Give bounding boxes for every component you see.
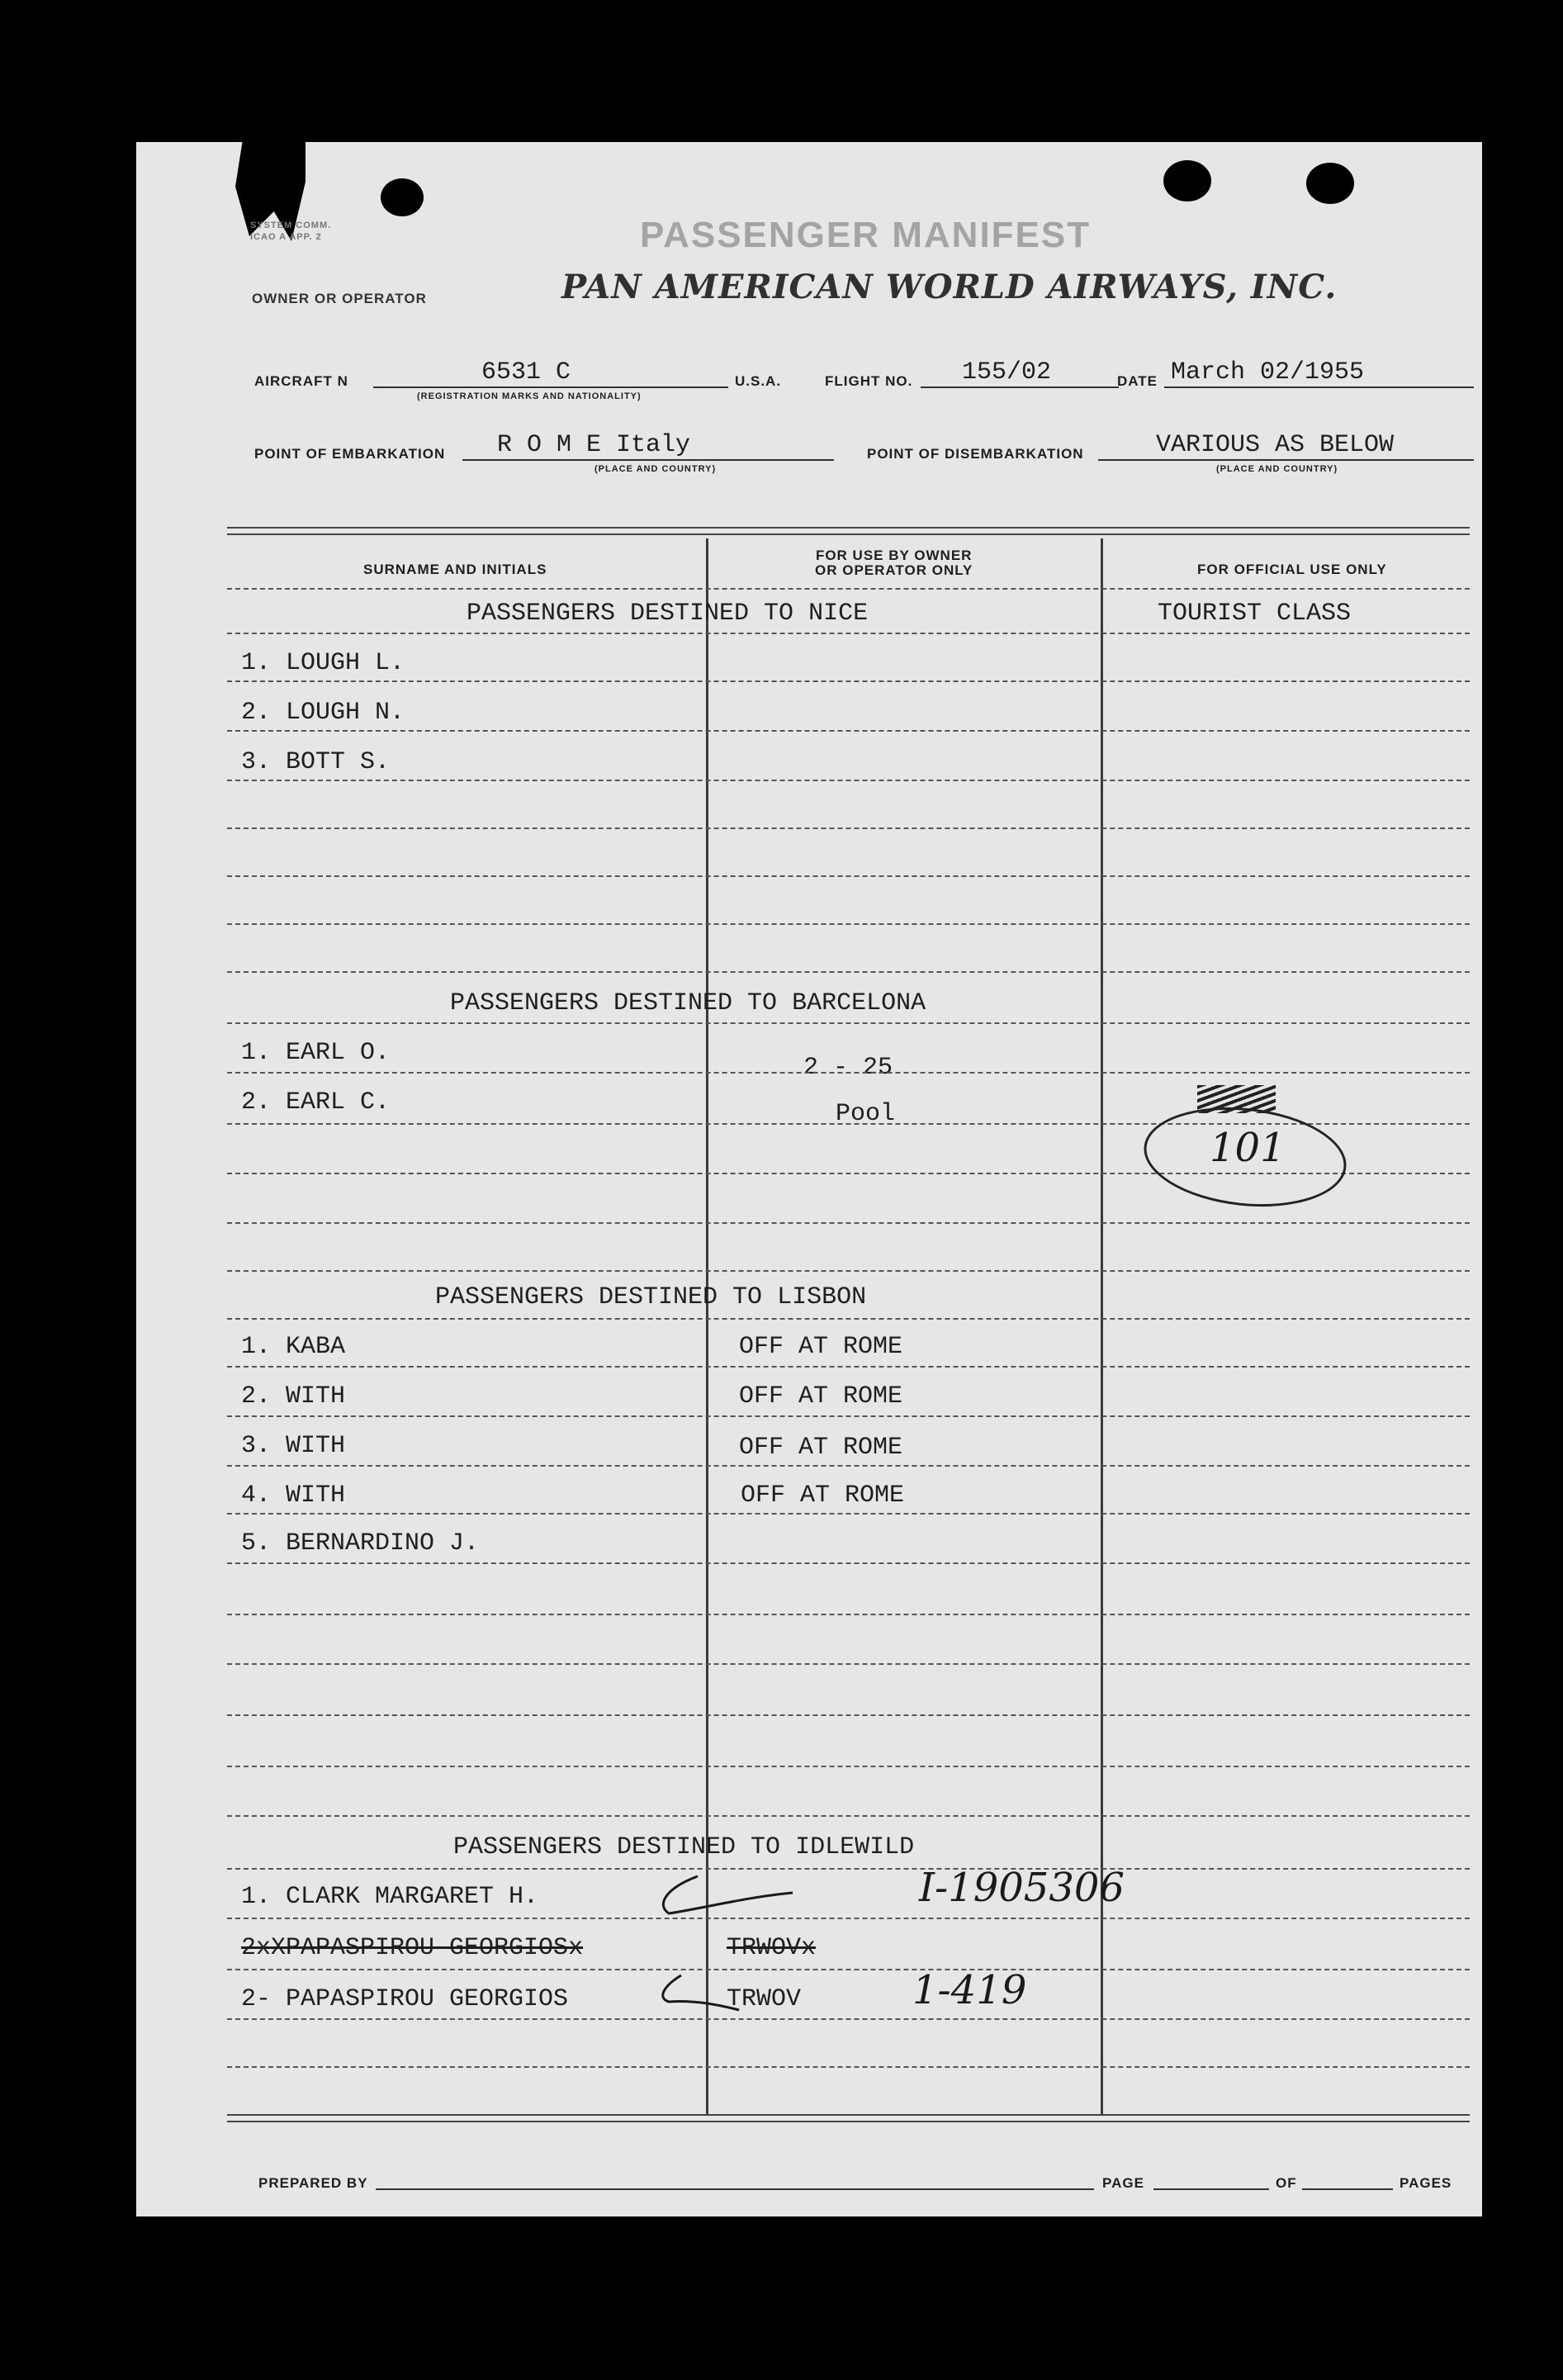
aircraft-label: AIRCRAFT N [254, 373, 348, 389]
col-header-owner-line2: OR OPERATOR ONLY [815, 562, 973, 578]
owner-note: OFF AT ROME [741, 1482, 905, 1510]
embark-label: POINT OF EMBARKATION [254, 446, 446, 462]
row-rule [227, 1663, 1470, 1665]
row-rule [227, 1415, 1470, 1417]
row-rule [227, 1868, 1470, 1870]
owner-note: Pool [836, 1100, 896, 1128]
corner-note-line: ICAO A APP. 2 [250, 232, 322, 242]
official-tourist-class: TOURIST CLASS [1158, 600, 1352, 628]
section-heading-barcelona: PASSENGERS DESTINED TO BARCELONA [450, 989, 926, 1017]
passenger-row: 3. WITH [241, 1432, 346, 1460]
row-rule [227, 633, 1470, 634]
corner-note-line: SYSTEM COMM. [250, 220, 332, 230]
embark-line [462, 459, 834, 461]
section-heading-nice: PASSENGERS DESTINED TO NICE [467, 600, 869, 628]
row-rule [227, 875, 1470, 877]
row-rule [227, 2018, 1470, 2020]
section-heading-idlewild: PASSENGERS DESTINED TO IDLEWILD [453, 1833, 915, 1861]
table-bottom-rule [227, 2121, 1470, 2122]
col-header-official: FOR OFFICIAL USE ONLY [1197, 562, 1387, 577]
row-rule [227, 1815, 1470, 1817]
row-rule [227, 1918, 1470, 1919]
row-rule [227, 588, 1470, 590]
passenger-row: 2- PAPASPIROU GEORGIOS [241, 1985, 569, 2013]
usa-label: U.S.A. [735, 373, 782, 389]
col-header-owner-line1: FOR USE BY OWNER [815, 548, 973, 563]
handwritten-number: I-1905306 [919, 1865, 1125, 1911]
punch-hole-right [1306, 163, 1354, 204]
of-label: OF [1276, 2175, 1297, 2191]
table-top-rule [227, 533, 1470, 535]
date-label: DATE [1117, 373, 1158, 389]
row-rule [227, 1513, 1470, 1515]
aircraft-line [373, 386, 728, 388]
row-rule [227, 2066, 1470, 2068]
owner-note: OFF AT ROME [739, 1333, 903, 1361]
punch-hole-left [381, 178, 424, 216]
row-rule [227, 1969, 1470, 1970]
passenger-row: 1. LOUGH L. [241, 649, 405, 677]
owner-note: 2 - 25 [803, 1054, 893, 1082]
col-header-owner [815, 548, 973, 578]
struck-owner-note: TRWOVx [727, 1934, 817, 1962]
passenger-row: 1. EARL O. [241, 1039, 391, 1067]
passenger-row: 1. CLARK MARGARET H. [241, 1883, 539, 1911]
row-rule [227, 1766, 1470, 1767]
passenger-row: 4. WITH [241, 1482, 346, 1510]
passenger-row: 1. KABA [241, 1333, 346, 1361]
flight-value: 155/02 [962, 358, 1052, 386]
passenger-row: 2. LOUGH N. [241, 699, 405, 727]
manifest-sheet [136, 142, 1482, 2216]
aircraft-caption: (REGISTRATION MARKS AND NATIONALITY) [417, 391, 642, 401]
date-value: March 02/1955 [1171, 358, 1365, 386]
disembark-value: VARIOUS AS BELOW [1156, 431, 1395, 459]
prepared-by-line [376, 2188, 1094, 2190]
row-rule [227, 730, 1470, 732]
disembark-line [1098, 459, 1474, 461]
embark-caption: (PLACE AND COUNTRY) [594, 464, 717, 474]
row-rule [227, 1465, 1470, 1467]
corner-note [250, 220, 331, 243]
struck-row: 2xXPAPASPIROU GEORGIOSx [241, 1934, 584, 1962]
owner-note: TRWOV [727, 1985, 802, 2013]
embark-value: R O M E Italy [497, 431, 691, 459]
row-rule [227, 1714, 1470, 1716]
punch-hole-mid [1163, 160, 1211, 201]
row-rule [227, 971, 1470, 973]
row-rule [227, 1022, 1470, 1024]
page-label: PAGE [1102, 2175, 1144, 2191]
row-rule [227, 1222, 1470, 1224]
flight-label: FLIGHT NO. [825, 373, 913, 389]
company-name: PAN AMERICAN WORLD AIRWAYS, INC. [561, 268, 1338, 306]
passenger-row: 2. WITH [241, 1382, 346, 1410]
pages-label: PAGES [1400, 2175, 1452, 2191]
table-top-rule [227, 527, 1470, 529]
page-line [1153, 2188, 1269, 2190]
row-rule [227, 1318, 1470, 1320]
of-line [1302, 2188, 1393, 2190]
section-heading-lisbon: PASSENGERS DESTINED TO LISBON [435, 1283, 867, 1311]
owner-label: OWNER OR OPERATOR [252, 291, 427, 306]
row-rule [227, 680, 1470, 682]
row-rule [227, 1366, 1470, 1368]
official-circled-number: 101 [1210, 1125, 1286, 1171]
date-line [1164, 386, 1474, 388]
aircraft-value: 6531 C [481, 358, 571, 386]
row-rule [227, 923, 1470, 925]
row-rule [227, 827, 1470, 829]
passenger-row: 3. BOTT S. [241, 748, 391, 776]
owner-note: OFF AT ROME [739, 1382, 903, 1410]
passenger-row: 5. BERNARDINO J. [241, 1529, 480, 1557]
handwritten-number: 1-419 [912, 1967, 1027, 2013]
owner-note: OFF AT ROME [739, 1434, 903, 1462]
row-rule [227, 1562, 1470, 1564]
page-title: PASSENGER MANIFEST [640, 215, 1092, 255]
passenger-row: 2. EARL C. [241, 1088, 391, 1117]
row-rule [227, 780, 1470, 781]
row-rule [227, 1614, 1470, 1615]
row-rule [227, 1072, 1470, 1074]
col-header-surname: SURNAME AND INITIALS [363, 562, 547, 577]
disembark-caption: (PLACE AND COUNTRY) [1216, 464, 1338, 474]
row-rule [227, 1270, 1470, 1272]
prepared-by-label: PREPARED BY [258, 2175, 368, 2191]
disembark-label: POINT OF DISEMBARKATION [867, 446, 1084, 462]
table-bottom-rule [227, 2114, 1470, 2116]
flight-line [921, 386, 1119, 388]
